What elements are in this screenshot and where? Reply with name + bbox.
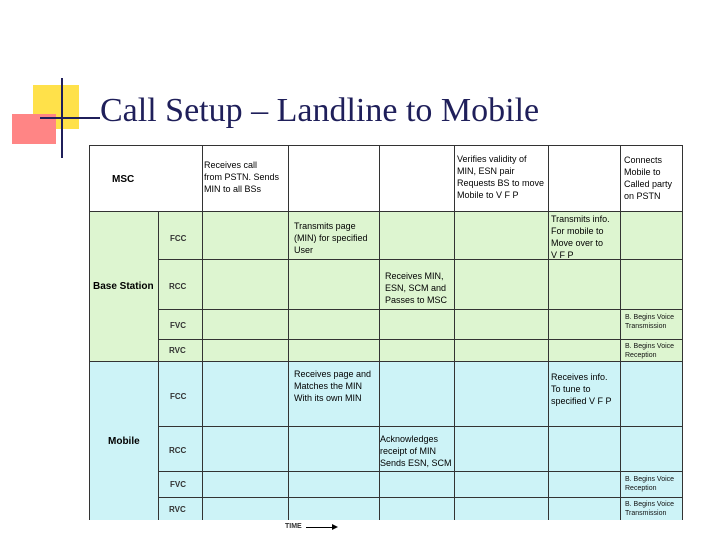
step-msc-connects: Connects Mobile to Called party on PSTN [624,155,673,201]
channel-base-fcc: FCC [170,234,187,243]
channel-mobile-rvc: RVC [169,505,186,514]
step-msc-receives-call: Receives call from PSTN. Sends MIN to all BSs [204,160,280,194]
divider-base-mobile [90,361,682,362]
divider-mob-rcc [158,471,682,472]
step-mobile-acknowledges: Acknowledges receipt of MIN Sends ESN, SCM [380,434,452,468]
channel-mobile-fvc: FVC [170,480,186,489]
logo-horizontal-line [40,117,100,119]
time-axis-arrowhead [332,524,338,530]
call-setup-diagram [89,145,683,520]
step-bs-begins-voice-transmission: B. Begins Voice Transmission [625,314,675,330]
step-bs-receives-min: Receives MIN, ESN, SCM and Passes to MSC [385,271,448,305]
page-title: Call Setup – Landline to Mobile [100,92,540,129]
channel-base-rvc: RVC [169,346,186,355]
row-label-base-station: Base Station [93,281,154,292]
step-mobile-receives-info: Receives info. To tune to specified V F P [551,372,612,406]
channel-base-fvc: FVC [170,321,186,330]
col-line-3 [288,146,289,520]
step-bs-transmits-page: Transmits page (MIN) for specified User [294,221,368,255]
col-line-1 [158,211,159,520]
msc-band [90,146,682,211]
divider-base-fvc [158,339,682,340]
channel-base-rcc: RCC [169,282,187,291]
time-axis-label: TIME [285,523,302,530]
divider-base-rcc [158,309,682,310]
step-mobile-begins-voice-reception: B. Begins Voice Reception [625,476,675,492]
step-mobile-receives-page: Receives page and Matches the MIN With its own MIN [294,369,372,403]
col-line-6 [548,146,549,520]
step-bs-transmits-info: Transmits info. For mobile to Move over to V F P [551,214,610,260]
row-label-mobile: Mobile [108,436,140,447]
col-line-7 [620,146,621,520]
divider-mob-fvc [158,497,682,498]
channel-mobile-fcc: FCC [170,392,187,401]
col-line-5 [454,146,455,520]
row-label-msc: MSC [112,174,135,185]
divider-msc [90,211,682,212]
time-axis-arrow [306,527,334,528]
channel-mobile-rcc: RCC [169,446,187,455]
divider-mob-fcc [158,426,682,427]
step-msc-verifies: Verifies validity of MIN, ESN pair Requests BS to move Mobile to V F P [457,154,545,200]
step-mobile-begins-voice-transmission: B. Begins Voice Transmission [625,501,675,517]
col-line-2 [202,146,203,520]
step-bs-begins-voice-reception: B. Begins Voice Reception [625,343,675,359]
